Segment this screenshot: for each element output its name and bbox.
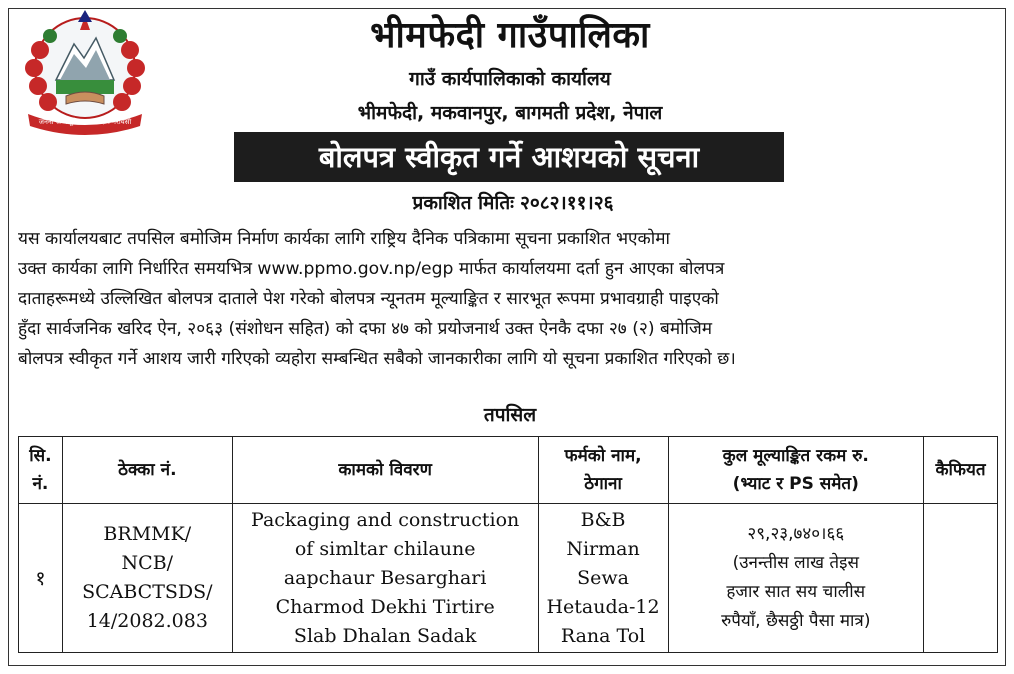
office-address: भीमफेदी, मकवानपुर, बागमती प्रदेश, नेपाल — [357, 102, 663, 124]
table-header-row — [19, 437, 998, 504]
nepal-emblem-icon — [16, 10, 154, 136]
cell-remarks — [924, 504, 998, 653]
cell-contract-no: BRMMK/ NCB/ SCABCTSDS/ 14/2082.083 — [62, 504, 232, 653]
published-label: प्रकाशित मितिः — [412, 192, 515, 214]
header-serial: सि. नं. — [19, 437, 63, 504]
cell-amount: २९,२३,७४०।६६ (उनन्तीस लाख तेइस हजार सात सय चालीस रुपैयाँ, छैसठ्ठी पैसा मात्र) — [668, 504, 924, 653]
page-title: भीमफेदी गाउँपालिका — [370, 15, 650, 56]
body-line: बोलपत्र स्वीकृत गर्ने आशय जारी गरिएको व्यहोरा सम्बन्धित सबैको जानकारीका लागि यो सूचना प्रकाशित गरिएको छ। — [18, 349, 736, 369]
body-line: यस कार्यालयबाट तपसिल बमोजिम निर्माण कार्यका लागि राष्ट्रिय दैनिक पत्रिकामा सूचना प्रकाशित भएकोमा — [18, 229, 670, 249]
notice-title-banner — [234, 132, 784, 182]
body-line: उक्त कार्यका लागि निर्धारित समयभित्र www.ppmo.gov.np/egp मार्फत कार्यालयमा दर्ता हुन आएका बोलपत्र — [18, 259, 725, 279]
header-description: कामको विवरण — [232, 437, 538, 504]
notice-body — [18, 224, 996, 374]
cell-serial: १ — [19, 504, 63, 653]
header-remarks: कैफियत — [924, 437, 998, 504]
header-contract-no: ठेक्का नं. — [62, 437, 232, 504]
office-subtitle: गाउँ कार्यपालिकाको कार्यालय — [409, 68, 611, 90]
header-firm: फर्मको नाम, ठेगाना — [538, 437, 668, 504]
body-line: हुँदा सार्वजनिक खरिद ऐन, २०६३ (संशोधन सहित) को दफा ४७ को प्रयोजनार्थ उक्त ऐनकै दफा २७ (२) बमोजिम — [18, 319, 713, 339]
cell-description: Packaging and construction of simltar chilaune aapchaur Besarghari Charmod Dekhi Tirtire Slab Dhalan Sadak — [232, 504, 538, 653]
notice-title: बोलपत्र स्वीकृत गर्ने आशयको सूचना — [318, 140, 700, 174]
header-amount: कुल मूल्याङ्कित रकम रु. (भ्याट र PS समेत) — [668, 437, 924, 504]
table-row — [19, 504, 998, 653]
contract-table — [18, 436, 998, 653]
emblem-motto: जननी जन्मभूमिश्च स्वर्गादपि गरीयसी — [38, 118, 132, 126]
table-caption: तपसिल — [483, 404, 537, 426]
published-date-line — [300, 190, 720, 216]
body-line: दाताहरूमध्ये उल्लिखित बोलपत्र दाताले पेश गरेको बोलपत्र न्यूनतम मूल्याङ्कित र सारभूत रूपमा प्रभावग्राही पाइएको — [18, 289, 719, 309]
published-date: २०८२।११।२६ — [520, 192, 614, 214]
cell-firm: B&B Nirman Sewa Hetauda-12 Rana Tol — [538, 504, 668, 653]
